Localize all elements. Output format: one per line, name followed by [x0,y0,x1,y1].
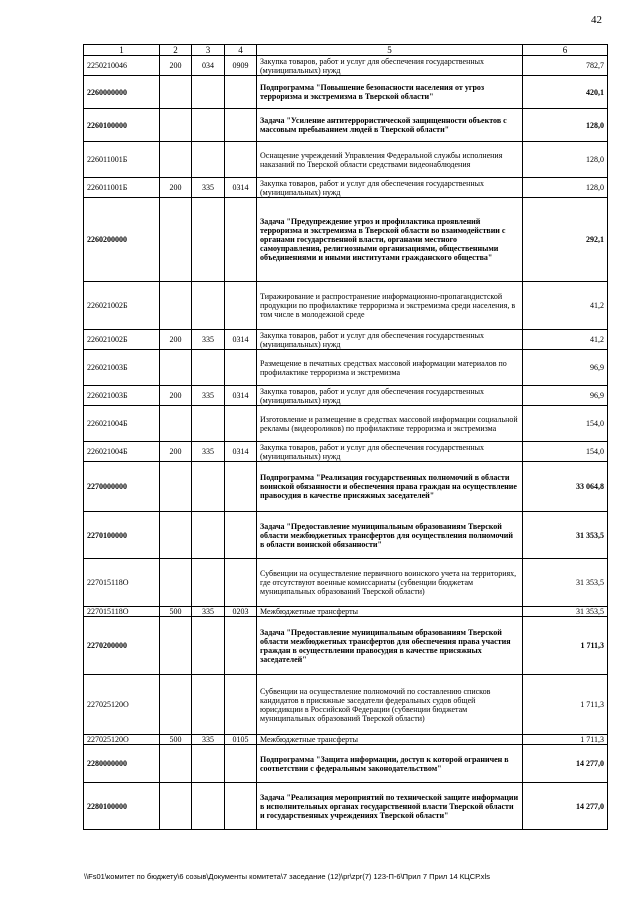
table-row [84,512,608,559]
amount-cell: 154,0 [523,406,608,442]
col2-cell [160,142,192,178]
amount-cell: 31 353,5 [523,607,608,617]
col4-cell [225,406,257,442]
col3-cell: 034 [192,56,225,76]
col3-cell: 335 [192,607,225,617]
col3-cell [192,675,225,735]
budget-table [83,44,608,830]
col4-cell [225,617,257,675]
col4-cell [225,198,257,282]
col2-cell [160,350,192,386]
code-cell: 227015118О [84,607,160,617]
table-row [84,386,608,406]
amount-cell: 41,2 [523,282,608,330]
col2-cell [160,617,192,675]
col3-cell [192,783,225,830]
amount-cell: 41,2 [523,330,608,350]
description-cell: Задача "Реализация мероприятий по технической защите информации в исполнительных органах государственной власти Тверской области и государственных учреждениях Тверской области" [257,783,523,830]
description-cell: Задача "Предоставление муниципальным образованиям Тверской области межбюджетных трансфертов для осуществления полномочий в области воинской обязанности" [257,512,523,559]
description-cell: Субвенции на осуществление первичного воинского учета на территориях, где отсутствуют военные комиссариаты (субвенции бюджетам муниципальных образований Тверской области) [257,559,523,607]
header-col-1: 1 [84,45,160,56]
description-cell: Закупка товаров, работ и услуг для обеспечения государственных (муниципальных) нужд [257,442,523,462]
description-cell: Подпрограмма "Повышение безопасности населения от угроз терроризма и экстремизма в Тверской области" [257,76,523,109]
code-cell: 226021002Б [84,282,160,330]
table-row [84,745,608,783]
header-col-6: 6 [523,45,608,56]
table-row [84,198,608,282]
col3-cell [192,109,225,142]
col4-cell: 0203 [225,607,257,617]
col4-cell: 0314 [225,330,257,350]
col3-cell [192,512,225,559]
col4-cell: 0105 [225,735,257,745]
description-cell: Закупка товаров, работ и услуг для обеспечения государственных (муниципальных) нужд [257,330,523,350]
col2-cell: 200 [160,178,192,198]
code-cell: 2250210046 [84,56,160,76]
col2-cell [160,282,192,330]
col3-cell: 335 [192,386,225,406]
header-col-3: 3 [192,45,225,56]
col2-cell: 200 [160,386,192,406]
table-row [84,735,608,745]
col2-cell [160,512,192,559]
col3-cell [192,406,225,442]
col4-cell: 0314 [225,386,257,406]
code-cell: 2280000000 [84,745,160,783]
col3-cell [192,142,225,178]
description-cell: Закупка товаров, работ и услуг для обеспечения государственных (муниципальных) нужд [257,56,523,76]
col3-cell [192,617,225,675]
col3-cell: 335 [192,178,225,198]
description-cell: Подпрограмма "Защита информации, доступ к которой ограничен в соответствии с федеральным законодательством" [257,745,523,783]
col3-cell [192,350,225,386]
amount-cell: 14 277,0 [523,745,608,783]
description-cell: Закупка товаров, работ и услуг для обеспечения государственных (муниципальных) нужд [257,178,523,198]
col4-cell [225,76,257,109]
col4-cell: 0909 [225,56,257,76]
col2-cell [160,76,192,109]
table-row [84,406,608,442]
amount-cell: 33 064,8 [523,462,608,512]
amount-cell: 96,9 [523,350,608,386]
amount-cell: 154,0 [523,442,608,462]
description-cell: Задача "Предоставление муниципальным образованиям Тверской области межбюджетных трансфертов для обеспечения права участия граждан в осуществлении правосудия в качестве присяжных заседателей" [257,617,523,675]
col2-cell [160,109,192,142]
code-cell: 227025120О [84,735,160,745]
code-cell: 226021003Б [84,350,160,386]
table-row [84,76,608,109]
table-row [84,282,608,330]
col2-cell: 200 [160,330,192,350]
code-cell: 226011001Б [84,142,160,178]
code-cell: 226021002Б [84,330,160,350]
table-row [84,617,608,675]
code-cell: 2260200000 [84,198,160,282]
description-cell: Изготовление и размещение в средствах массовой информации социальной рекламы (видеороликов) по профилактике терроризма и экстремизма [257,406,523,442]
col2-cell [160,675,192,735]
description-cell: Задача "Предупреждение угроз и профилактика проявлений терроризма и экстремизма в Тверской области во взаимодействии с органами государственной власти, органами местного самоуправления, религиозными организациями, общественными объединениями и иными институтами гражданского общества" [257,198,523,282]
col2-cell: 500 [160,735,192,745]
description-cell: Субвенции на осуществление полномочий по составлению списков кандидатов в присяжные заседатели федеральных судов общей юрисдикции в Российской Федерации (субвенции бюджетам муниципальных образований Тверской области) [257,675,523,735]
col3-cell: 335 [192,735,225,745]
amount-cell: 128,0 [523,109,608,142]
col4-cell [225,745,257,783]
col3-cell [192,559,225,607]
page-number: 42 [591,14,602,26]
amount-cell: 128,0 [523,142,608,178]
amount-cell: 782,7 [523,56,608,76]
description-cell: Межбюджетные трансферты [257,607,523,617]
table-row [84,350,608,386]
col2-cell [160,783,192,830]
code-cell: 2270100000 [84,512,160,559]
description-cell: Межбюджетные трансферты [257,735,523,745]
table-row [84,109,608,142]
header-col-4: 4 [225,45,257,56]
amount-cell: 96,9 [523,386,608,406]
col4-cell [225,350,257,386]
col4-cell: 0314 [225,442,257,462]
col2-cell: 200 [160,442,192,462]
code-cell: 227015118О [84,559,160,607]
amount-cell: 292,1 [523,198,608,282]
table-row [84,56,608,76]
table-row [84,442,608,462]
table-row [84,178,608,198]
col2-cell: 500 [160,607,192,617]
table-row [84,559,608,607]
description-cell: Закупка товаров, работ и услуг для обеспечения государственных (муниципальных) нужд [257,386,523,406]
header-row [84,45,608,56]
amount-cell: 14 277,0 [523,783,608,830]
table-body [84,56,608,830]
col2-cell [160,406,192,442]
description-cell: Задача "Усиление антитеррористической защищенности объектов с массовым пребыванием людей в Тверской области" [257,109,523,142]
amount-cell: 31 353,5 [523,559,608,607]
col4-cell [225,783,257,830]
file-path-footer: \\Fs01\комитет по бюджету\6 созыв\Документы комитета\7 заседание (12)\pr\zpr(7) 123-П-6\Прил 7 Прил 14 КЦСР.xls [84,872,490,881]
code-cell: 2260000000 [84,76,160,109]
table-row [84,142,608,178]
table-row [84,462,608,512]
header-col-5: 5 [257,45,523,56]
col2-cell: 200 [160,56,192,76]
col3-cell [192,198,225,282]
col2-cell [160,745,192,783]
description-cell: Оснащение учреждений Управления Федеральной службы исполнения наказаний по Тверской области средствами видеонаблюдения [257,142,523,178]
col2-cell [160,462,192,512]
col3-cell [192,76,225,109]
col2-cell [160,559,192,607]
amount-cell: 31 353,5 [523,512,608,559]
code-cell: 2270000000 [84,462,160,512]
table-row [84,675,608,735]
col3-cell: 335 [192,442,225,462]
description-cell: Подпрограмма "Реализация государственных полномочий в области воинской обязанности и обеспечения права граждан на осуществление правосудия в качестве присяжных заседателей" [257,462,523,512]
code-cell: 2270200000 [84,617,160,675]
amount-cell: 1 711,3 [523,617,608,675]
code-cell: 227025120О [84,675,160,735]
col4-cell [225,559,257,607]
col3-cell: 335 [192,330,225,350]
table-row [84,783,608,830]
code-cell: 226021003Б [84,386,160,406]
amount-cell: 128,0 [523,178,608,198]
table-row [84,330,608,350]
amount-cell: 1 711,3 [523,675,608,735]
col2-cell [160,198,192,282]
table-row [84,607,608,617]
code-cell: 2280100000 [84,783,160,830]
code-cell: 226011001Б [84,178,160,198]
code-cell: 226021004Б [84,406,160,442]
col4-cell [225,512,257,559]
description-cell: Тиражирование и распространение информационно-пропагандистской продукции по профилактике терроризма и экстремизма среди населения, в том числе в молодежной среде [257,282,523,330]
col4-cell [225,109,257,142]
col4-cell [225,142,257,178]
code-cell: 2260100000 [84,109,160,142]
header-col-2: 2 [160,45,192,56]
col4-cell [225,675,257,735]
col3-cell [192,462,225,512]
code-cell: 226021004Б [84,442,160,462]
col3-cell [192,282,225,330]
amount-cell: 420,1 [523,76,608,109]
col3-cell [192,745,225,783]
col4-cell: 0314 [225,178,257,198]
col4-cell [225,462,257,512]
col4-cell [225,282,257,330]
description-cell: Размещение в печатных средствах массовой информации материалов по профилактике терроризма и экстремизма [257,350,523,386]
amount-cell: 1 711,3 [523,735,608,745]
